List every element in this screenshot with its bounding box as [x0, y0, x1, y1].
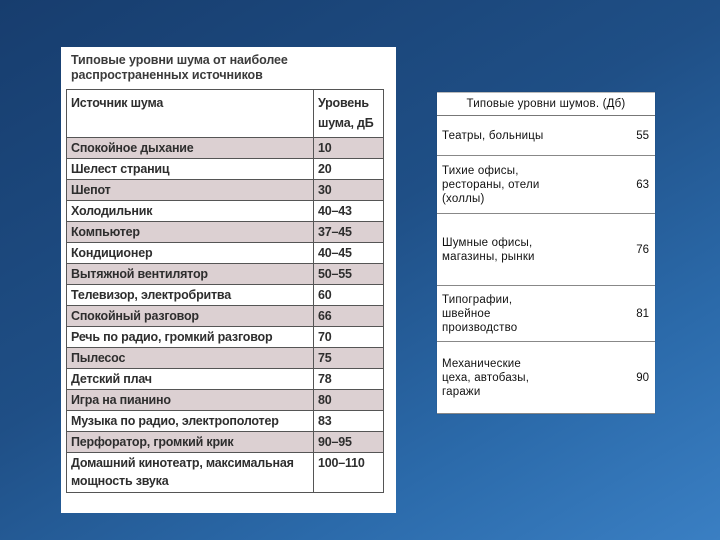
table-row — [67, 390, 384, 411]
list-item — [437, 116, 655, 156]
noise-level-cell: 100–110 — [314, 453, 384, 493]
table-row — [67, 327, 384, 348]
table-header-row — [67, 90, 384, 138]
noise-source-cell: Вытяжной вентилятор — [67, 264, 314, 285]
place-label: Механические цеха, автобазы, гаражи — [442, 358, 530, 398]
list-item — [437, 286, 655, 342]
table-row — [67, 348, 384, 369]
right-table-title: Типовые уровни шумов. (Дб) — [437, 93, 655, 116]
noise-level-cell: 90–95 — [314, 432, 384, 453]
noise-value: 63 — [636, 179, 649, 191]
noise-level-cell: 75 — [314, 348, 384, 369]
table-row — [67, 306, 384, 327]
noise-level-cell: 40–45 — [314, 243, 384, 264]
table-row — [67, 264, 384, 285]
header-level: Уровень шума, дБ — [314, 90, 384, 138]
noise-level-cell: 60 — [314, 285, 384, 306]
noise-value: 55 — [636, 130, 649, 142]
list-item — [437, 342, 655, 414]
table-row — [67, 453, 384, 493]
noise-level-cell: 10 — [314, 138, 384, 159]
noise-level-cell: 83 — [314, 411, 384, 432]
noise-source-cell: Кондиционер — [67, 243, 314, 264]
table-row — [67, 432, 384, 453]
table-row — [67, 369, 384, 390]
table-row — [67, 180, 384, 201]
noise-levels-image-panel — [61, 47, 396, 513]
noise-value: 76 — [636, 244, 649, 256]
noise-source-cell: Перфоратор, громкий крик — [67, 432, 314, 453]
noise-level-cell: 40–43 — [314, 201, 384, 222]
typical-noise-table — [437, 92, 655, 414]
noise-level-cell: 50–55 — [314, 264, 384, 285]
noise-level-cell: 20 — [314, 159, 384, 180]
noise-source-cell: Шепот — [67, 180, 314, 201]
noise-sources-table — [66, 89, 384, 493]
noise-source-cell: Игра на пианино — [67, 390, 314, 411]
table-row — [67, 138, 384, 159]
list-item — [437, 156, 655, 214]
table-row — [67, 159, 384, 180]
place-label: Театры, больницы — [442, 130, 544, 142]
header-source: Источник шума — [67, 90, 314, 138]
noise-source-cell: Домашний кинотеатр, максимальная мощность звука — [67, 453, 314, 493]
noise-level-cell: 66 — [314, 306, 384, 327]
list-item — [437, 214, 655, 286]
noise-level-cell: 78 — [314, 369, 384, 390]
noise-source-cell: Пылесос — [67, 348, 314, 369]
place-label: Тихие офисы, рестораны, отели (холлы) — [442, 165, 540, 205]
noise-source-cell: Телевизор, электробритва — [67, 285, 314, 306]
noise-source-cell: Шелест страниц — [67, 159, 314, 180]
noise-level-cell: 30 — [314, 180, 384, 201]
place-label: Типографии, швейное производство — [442, 294, 518, 334]
noise-source-cell: Холодильник — [67, 201, 314, 222]
table-row — [67, 243, 384, 264]
table-row — [67, 411, 384, 432]
table-row — [67, 201, 384, 222]
noise-source-cell: Спокойный разговор — [67, 306, 314, 327]
place-label: Шумные офисы, магазины, рынки — [442, 237, 535, 263]
noise-source-cell: Детский плач — [67, 369, 314, 390]
table-row — [67, 285, 384, 306]
noise-value: 81 — [636, 308, 649, 320]
noise-source-cell: Компьютер — [67, 222, 314, 243]
noise-source-cell: Музыка по радио, электрополотер — [67, 411, 314, 432]
table-row — [67, 222, 384, 243]
noise-source-cell: Речь по радио, громкий разговор — [67, 327, 314, 348]
left-table-title: Типовые уровни шума от наиболее распространенных источников — [71, 53, 288, 82]
noise-level-cell: 70 — [314, 327, 384, 348]
noise-source-cell: Спокойное дыхание — [67, 138, 314, 159]
noise-level-cell: 37–45 — [314, 222, 384, 243]
right-table-rows — [437, 116, 655, 414]
noise-value: 90 — [636, 372, 649, 384]
noise-level-cell: 80 — [314, 390, 384, 411]
